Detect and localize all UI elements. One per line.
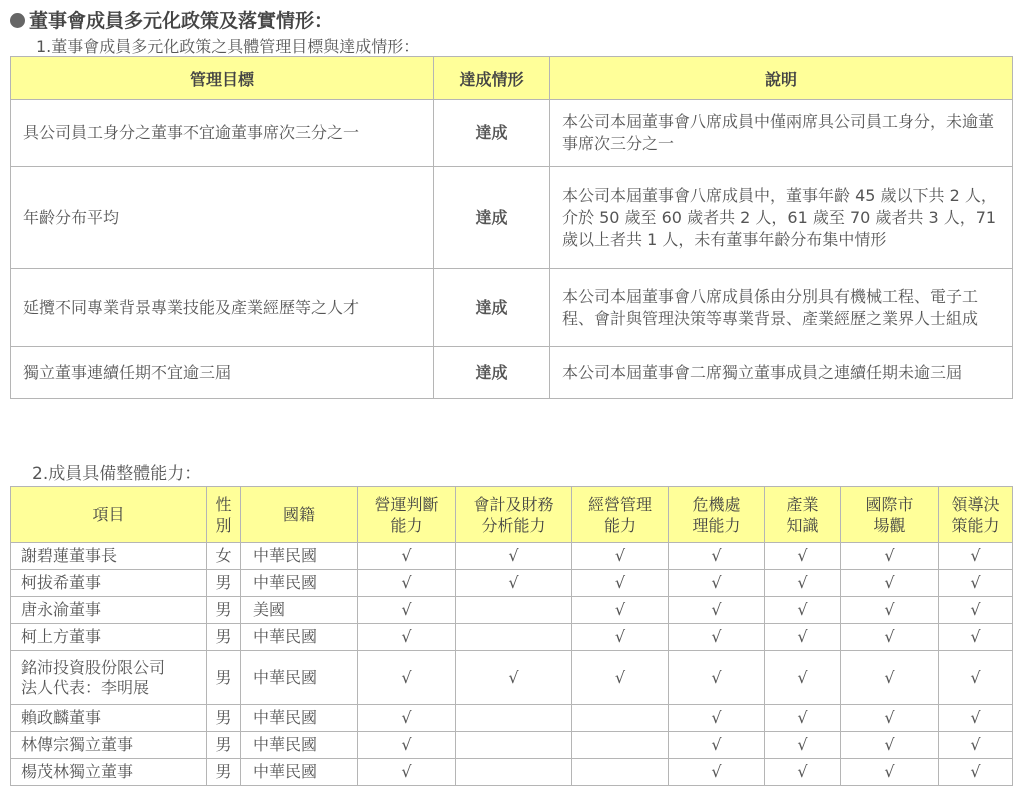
member-name-cell — [11, 651, 207, 705]
capability-cell — [572, 732, 669, 759]
header-line: 策能力 — [951, 515, 1000, 535]
desc-cell: 本公司本屆董事會八席成員中僅兩席具公司員工身分，未逾董事席次三分之一 — [550, 100, 1013, 167]
capability-cell — [841, 651, 939, 705]
nationality-cell: 美國 — [241, 597, 358, 624]
header-line: 經營管理 — [587, 494, 652, 514]
capability-cell — [765, 759, 841, 786]
check-mark-icon: √ — [970, 573, 981, 592]
capability-cell — [939, 543, 1013, 570]
nationality-cell: 中華民國 — [241, 732, 358, 759]
capability-cell — [358, 543, 456, 570]
goal-cell: 獨立董事連續任期不宜逾三屆 — [11, 347, 434, 399]
check-mark-icon: √ — [614, 600, 626, 619]
check-mark-icon: √ — [401, 573, 412, 592]
header-line: 領導決 — [951, 494, 1000, 514]
check-mark-icon: √ — [711, 708, 722, 727]
capability-cell — [572, 759, 669, 786]
capability-cell — [765, 597, 841, 624]
header-management — [572, 487, 669, 543]
desc-cell: 本公司本屆董事會二席獨立董事成員之連續任期未逾三屆 — [550, 347, 1013, 399]
check-mark-icon: √ — [797, 708, 808, 727]
check-mark-icon: √ — [884, 600, 895, 619]
member-name-cell — [11, 705, 207, 732]
header-line: 國際市 — [865, 494, 914, 514]
header-line: 性 — [215, 494, 232, 514]
header-industry — [765, 487, 841, 543]
nationality-cell: 中華民國 — [241, 624, 358, 651]
header-line: 場觀 — [873, 515, 906, 535]
header-item — [11, 487, 207, 543]
header-leadership — [939, 487, 1013, 543]
header-line: 會計及財務 — [473, 494, 554, 514]
capability-cell — [456, 759, 572, 786]
check-mark-icon: √ — [884, 546, 895, 565]
capability-cell — [765, 732, 841, 759]
desc-cell: 本公司本屆董事會八席成員係由分別具有機械工程、電子工程、會計與管理決策等專業背景、產業經歷之業界人士組成 — [550, 269, 1013, 347]
check-mark-icon: √ — [711, 546, 722, 565]
capability-cell — [456, 543, 572, 570]
capability-cell — [939, 624, 1013, 651]
capability-cell — [456, 705, 572, 732]
bullet-icon — [10, 13, 25, 28]
header-line: 營運判斷 — [374, 494, 439, 514]
check-mark-icon: √ — [508, 573, 519, 592]
capability-cell — [669, 732, 765, 759]
capability-cell — [669, 624, 765, 651]
header-international — [841, 487, 939, 543]
header-crisis — [669, 487, 765, 543]
status-cell: 達成 — [434, 347, 550, 399]
check-mark-icon: √ — [711, 600, 722, 619]
check-mark-icon: √ — [970, 762, 981, 781]
check-mark-icon: √ — [711, 735, 722, 754]
header-business-judgment — [358, 487, 456, 543]
nationality-cell: 中華民國 — [241, 651, 358, 705]
capability-cell — [765, 570, 841, 597]
gender-cell: 男 — [207, 759, 241, 786]
capability-cell — [358, 570, 456, 597]
capability-cell — [456, 651, 572, 705]
gender-cell: 男 — [207, 651, 241, 705]
header-line: 項目 — [92, 505, 125, 524]
header-line: 能力 — [603, 515, 636, 535]
capability-cell — [939, 705, 1013, 732]
capability-cell — [358, 732, 456, 759]
goal-cell: 延攬不同專業背景專業技能及產業經歷等之人才 — [11, 269, 434, 347]
capability-cell — [841, 543, 939, 570]
table-row — [11, 167, 1013, 269]
capability-cell — [765, 624, 841, 651]
nationality-cell: 中華民國 — [241, 570, 358, 597]
capability-cell — [669, 759, 765, 786]
table-row — [11, 543, 1013, 570]
gender-cell: 女 — [207, 543, 241, 570]
capability-cell — [669, 651, 765, 705]
check-mark-icon: √ — [401, 667, 412, 687]
capability-cell — [358, 759, 456, 786]
header-accounting-finance — [456, 487, 572, 543]
check-mark-icon: √ — [614, 667, 626, 687]
management-goals-table — [10, 56, 1013, 399]
gender-cell: 男 — [207, 624, 241, 651]
capability-cell — [841, 597, 939, 624]
table-row — [11, 347, 1013, 399]
check-mark-icon: √ — [711, 762, 722, 781]
check-mark-icon: √ — [884, 667, 895, 687]
check-mark-icon: √ — [970, 627, 981, 646]
check-mark-icon: √ — [797, 667, 808, 687]
capability-cell — [669, 570, 765, 597]
table-row — [11, 732, 1013, 759]
header-line: 別 — [215, 515, 232, 535]
check-mark-icon: √ — [884, 627, 895, 646]
header-nationality — [241, 487, 358, 543]
member-name-cell — [11, 624, 207, 651]
desc-cell: 本公司本屆董事會八席成員中，董事年齡 45 歲以下共 2 人，介於 50 歲至 60 歲者共 2 人，61 歲至 70 歲者共 3 人，71 歲以上者共 1 人，未有董事年齡分布集中情形 — [550, 167, 1013, 269]
capability-cell — [765, 543, 841, 570]
check-mark-icon: √ — [797, 762, 808, 781]
check-mark-icon: √ — [797, 573, 808, 592]
gender-cell: 男 — [207, 570, 241, 597]
member-name: 賴政麟董事 — [21, 708, 102, 727]
status-cell: 達成 — [434, 167, 550, 269]
check-mark-icon: √ — [970, 667, 981, 687]
header-desc: 說明 — [550, 57, 1013, 100]
status-cell: 達成 — [434, 100, 550, 167]
capability-cell — [358, 651, 456, 705]
table-header-row — [11, 487, 1013, 543]
header-gender — [207, 487, 241, 543]
capability-cell — [939, 759, 1013, 786]
capability-cell — [572, 651, 669, 705]
check-mark-icon: √ — [614, 546, 626, 565]
check-mark-icon: √ — [401, 762, 412, 781]
goal-cell: 年齡分布平均 — [11, 167, 434, 269]
check-mark-icon: √ — [711, 667, 722, 687]
capability-cell — [456, 732, 572, 759]
check-mark-icon: √ — [884, 708, 895, 727]
header-line: 理能力 — [692, 515, 741, 535]
check-mark-icon: √ — [711, 573, 722, 592]
nationality-cell: 中華民國 — [241, 705, 358, 732]
header-line: 產業 — [786, 494, 819, 514]
capability-cell — [572, 597, 669, 624]
capability-cell — [358, 624, 456, 651]
table-row — [11, 269, 1013, 347]
member-name: 楊茂林獨立董事 — [21, 762, 134, 781]
header-goal: 管理目標 — [11, 57, 434, 100]
capability-cell — [572, 570, 669, 597]
capability-cell — [939, 651, 1013, 705]
header-line: 國籍 — [282, 505, 315, 524]
check-mark-icon: √ — [884, 762, 895, 781]
table-header-row — [11, 57, 1013, 100]
check-mark-icon: √ — [508, 667, 519, 687]
capability-cell — [572, 624, 669, 651]
capability-cell — [841, 570, 939, 597]
check-mark-icon: √ — [970, 708, 981, 727]
capability-cell — [841, 732, 939, 759]
header-line: 能力 — [390, 515, 423, 535]
capability-cell — [456, 624, 572, 651]
check-mark-icon: √ — [401, 627, 412, 646]
table-row — [11, 597, 1013, 624]
capability-cell — [669, 543, 765, 570]
capability-cell — [358, 597, 456, 624]
member-name: 柯拔希董事 — [21, 573, 102, 592]
member-name: 銘沛投資股份限公司 — [21, 657, 166, 677]
capability-cell — [939, 570, 1013, 597]
capability-cell — [765, 705, 841, 732]
check-mark-icon: √ — [614, 627, 626, 646]
section2-title: 2.成員具備整體能力： — [32, 464, 202, 484]
capability-cell — [456, 570, 572, 597]
table-row — [11, 100, 1013, 167]
member-name-cell — [11, 759, 207, 786]
check-mark-icon: √ — [614, 573, 626, 592]
table-row — [11, 624, 1013, 651]
check-mark-icon: √ — [797, 600, 808, 619]
table-row — [11, 759, 1013, 786]
check-mark-icon: √ — [970, 546, 981, 565]
page-heading — [10, 6, 333, 33]
capability-cell — [669, 597, 765, 624]
header-line: 知識 — [786, 515, 819, 535]
member-name: 林傳宗獨立董事 — [21, 735, 134, 754]
member-name: 柯上方董事 — [21, 627, 102, 646]
gender-cell: 男 — [207, 705, 241, 732]
check-mark-icon: √ — [797, 546, 808, 565]
capability-cell — [939, 597, 1013, 624]
check-mark-icon: √ — [711, 627, 722, 646]
member-name-cell — [11, 732, 207, 759]
capability-cell — [765, 651, 841, 705]
check-mark-icon: √ — [884, 573, 895, 592]
check-mark-icon: √ — [970, 600, 981, 619]
check-mark-icon: √ — [797, 735, 808, 754]
member-name-cell — [11, 570, 207, 597]
capability-cell — [841, 705, 939, 732]
gender-cell: 男 — [207, 597, 241, 624]
check-mark-icon: √ — [401, 600, 412, 619]
check-mark-icon: √ — [508, 546, 519, 565]
member-name-cell — [11, 597, 207, 624]
header-line: 分析能力 — [481, 515, 546, 535]
capability-cell — [841, 624, 939, 651]
capability-cell — [572, 705, 669, 732]
capability-cell — [669, 705, 765, 732]
header-status: 達成情形 — [434, 57, 550, 100]
gender-cell: 男 — [207, 732, 241, 759]
table-row — [11, 570, 1013, 597]
capability-cell — [358, 705, 456, 732]
check-mark-icon: √ — [401, 708, 412, 727]
nationality-cell: 中華民國 — [241, 759, 358, 786]
check-mark-icon: √ — [970, 735, 981, 754]
check-mark-icon: √ — [401, 735, 412, 754]
table-row — [11, 705, 1013, 732]
capability-cell — [456, 597, 572, 624]
check-mark-icon: √ — [797, 627, 808, 646]
check-mark-icon: √ — [401, 546, 412, 565]
capability-table — [10, 486, 1013, 786]
goal-cell: 具公司員工身分之董事不宜逾董事席次三分之一 — [11, 100, 434, 167]
member-name: 唐永渝董事 — [21, 600, 102, 619]
check-mark-icon: √ — [884, 735, 895, 754]
heading-text: 董事會成員多元化政策及落實情形： — [29, 10, 334, 32]
capability-cell — [841, 759, 939, 786]
member-representative: 法人代表：李明展 — [21, 677, 150, 697]
member-name: 謝碧蓮董事長 — [21, 546, 118, 565]
capability-cell — [572, 543, 669, 570]
status-cell: 達成 — [434, 269, 550, 347]
table-row — [11, 651, 1013, 705]
header-line: 危機處 — [692, 494, 741, 514]
capability-cell — [939, 732, 1013, 759]
member-name-cell — [11, 543, 207, 570]
nationality-cell: 中華民國 — [241, 543, 358, 570]
section1-title: 1.董事會成員多元化政策之具體管理目標與達成情形： — [36, 37, 420, 56]
